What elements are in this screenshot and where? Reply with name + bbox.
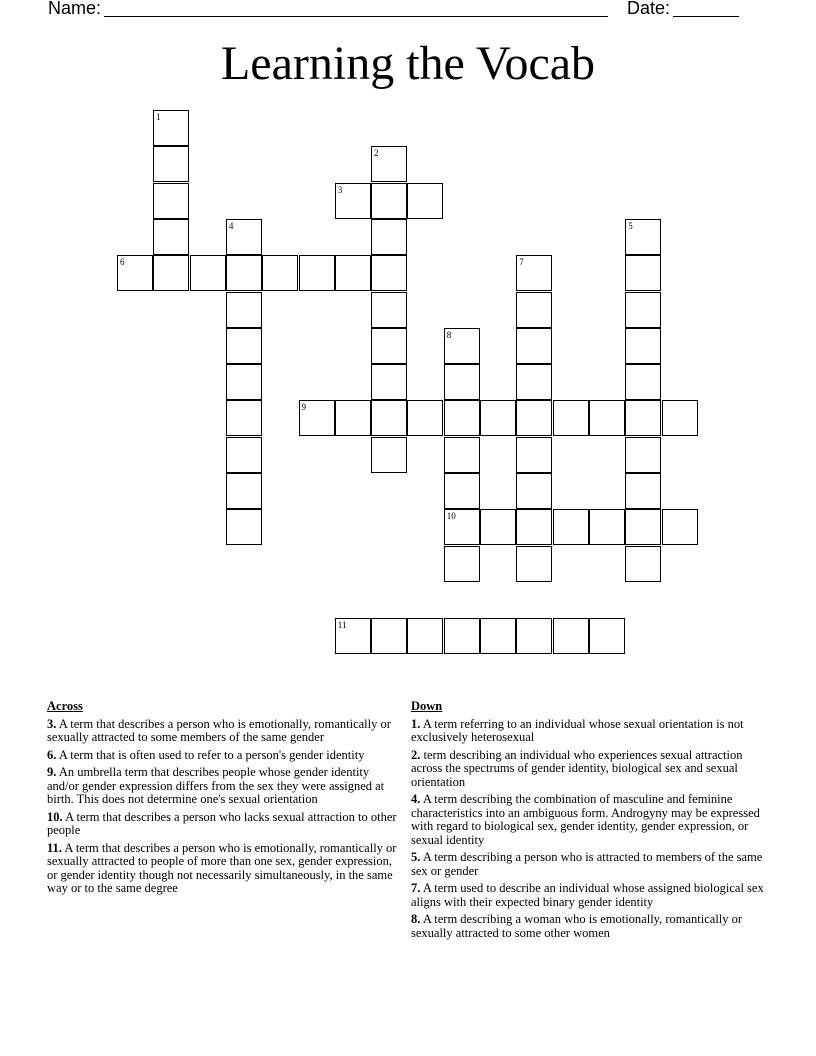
crossword-cell[interactable] <box>226 328 262 364</box>
crossword-cell[interactable] <box>480 618 516 654</box>
crossword-cell[interactable] <box>153 146 189 182</box>
crossword-cell[interactable] <box>371 219 407 255</box>
crossword-cell[interactable] <box>553 618 589 654</box>
clue-number: 9. <box>47 765 57 779</box>
clue-number: 8. <box>411 912 421 926</box>
clue-down-7 <box>411 882 766 909</box>
crossword-cell[interactable] <box>625 292 661 328</box>
crossword-cell[interactable] <box>371 400 407 436</box>
crossword-cell[interactable] <box>553 509 589 545</box>
clue-number: 4. <box>411 792 421 806</box>
clue-text: A term referring to an individual whose sexual orientation is not exclusively heterosexual <box>411 716 744 744</box>
name-label: Name: <box>48 0 102 18</box>
crossword-cell[interactable] <box>407 618 443 654</box>
crossword-cell[interactable] <box>226 400 262 436</box>
crossword-cell[interactable] <box>190 255 226 291</box>
clue-number: 6. <box>47 747 57 762</box>
crossword-cell[interactable] <box>371 364 407 400</box>
clue-number: 3. <box>47 716 57 731</box>
crossword-cell[interactable] <box>335 255 371 291</box>
crossword-cell[interactable] <box>335 183 371 219</box>
crossword-cell[interactable] <box>625 473 661 509</box>
down-clues <box>411 700 766 944</box>
crossword-cell[interactable] <box>117 255 153 291</box>
crossword-cell[interactable] <box>407 183 443 219</box>
crossword-cell[interactable] <box>371 618 407 654</box>
crossword-cell[interactable] <box>371 255 407 291</box>
crossword-cell[interactable] <box>226 255 262 291</box>
clue-down-1 <box>411 718 766 745</box>
clue-text: A term that describes a person who is emotionally, romantically or sexually attracted to people of more than one sex, gender expression, or gender identity though not necessarily simultaneously, in the same way or to the same degree <box>47 840 397 895</box>
clue-text: A term describing the combination of masculine and feminine characteristics into an ambiguous form. Androgyny may be expressed with regard to biological sex, gender identity, gender expression, or sexual identity <box>411 792 760 847</box>
clue-across-3 <box>47 718 397 745</box>
cell-number: 8 <box>446 329 452 340</box>
crossword-cell[interactable] <box>625 546 661 582</box>
crossword-cell[interactable] <box>153 255 189 291</box>
across-heading: Across <box>47 699 83 713</box>
crossword-cell[interactable] <box>516 328 552 364</box>
clue-down-8 <box>411 913 766 940</box>
crossword-cell[interactable] <box>371 328 407 364</box>
clue-number: 7. <box>411 881 421 895</box>
worksheet-header <box>0 0 816 22</box>
clue-across-10 <box>47 811 397 838</box>
clue-down-4 <box>411 793 766 847</box>
across-clues <box>47 700 397 900</box>
cell-number: 4 <box>228 220 234 231</box>
name-field[interactable] <box>104 16 608 17</box>
crossword-cell[interactable] <box>371 146 407 182</box>
crossword-cell[interactable] <box>662 400 698 436</box>
crossword-cell[interactable] <box>625 437 661 473</box>
crossword-cell[interactable] <box>516 255 552 291</box>
crossword-cell[interactable] <box>153 183 189 219</box>
crossword-cell[interactable] <box>444 437 480 473</box>
crossword-cell[interactable] <box>153 110 189 146</box>
date-field[interactable] <box>673 16 739 17</box>
clue-text: A term that describes a person who is emotionally, romantically or sexually attracted to some members of the same gender <box>47 716 391 744</box>
clue-across-6 <box>47 749 397 763</box>
crossword-cell[interactable] <box>662 509 698 545</box>
cell-number: 10 <box>446 511 456 522</box>
crossword-cell[interactable] <box>371 437 407 473</box>
cell-number: 7 <box>519 257 524 268</box>
crossword-cell[interactable] <box>153 219 189 255</box>
crossword-cell[interactable] <box>516 509 552 545</box>
crossword-cell[interactable] <box>516 618 552 654</box>
crossword-cell[interactable] <box>625 400 661 436</box>
crossword-cell[interactable] <box>444 364 480 400</box>
crossword-cell[interactable] <box>516 473 552 509</box>
crossword-cell[interactable] <box>625 509 661 545</box>
crossword-cell[interactable] <box>444 509 480 545</box>
crossword-cell[interactable] <box>625 255 661 291</box>
clue-text: A term describing a woman who is emotionally, romantically or sexually attracted to some other women <box>411 912 743 940</box>
crossword-cell[interactable] <box>480 400 516 436</box>
crossword-cell[interactable] <box>226 219 262 255</box>
crossword-cell[interactable] <box>516 292 552 328</box>
crossword-cell[interactable] <box>226 292 262 328</box>
cell-number: 1 <box>156 112 161 122</box>
crossword-cell[interactable] <box>226 473 262 509</box>
cell-number: 11 <box>337 620 347 631</box>
crossword-cell[interactable] <box>335 400 371 436</box>
clue-text: A term used to describe an individual whose assigned biological sex aligns with their expected binary gender identity <box>411 881 764 909</box>
crossword-cell[interactable] <box>226 509 262 545</box>
clue-number: 2. <box>411 747 421 762</box>
crossword-cell[interactable] <box>516 400 552 436</box>
clue-number: 10. <box>47 809 63 824</box>
cell-number: 5 <box>628 220 633 231</box>
crossword-cell[interactable] <box>444 546 480 582</box>
cell-number: 3 <box>337 184 343 195</box>
clue-number: 1. <box>411 716 421 731</box>
crossword-cell[interactable] <box>335 618 371 654</box>
clue-across-11 <box>47 842 397 896</box>
crossword-cell[interactable] <box>516 437 552 473</box>
clue-text: An umbrella term that describes people whose gender identity and/or gender expression differs from the sex they were assigned at birth. This does not determine one's sexual orientation <box>47 765 385 806</box>
crossword-cell[interactable] <box>444 400 480 436</box>
down-heading: Down <box>411 699 443 713</box>
crossword-cell[interactable] <box>516 546 552 582</box>
crossword-cell[interactable] <box>371 183 407 219</box>
crossword-cell[interactable] <box>625 328 661 364</box>
crossword-cell[interactable] <box>589 509 625 545</box>
crossword-cell[interactable] <box>226 364 262 400</box>
crossword-cell[interactable] <box>589 400 625 436</box>
crossword-cell[interactable] <box>516 364 552 400</box>
crossword-cell[interactable] <box>226 437 262 473</box>
clue-down-5 <box>411 851 766 878</box>
crossword-cell[interactable] <box>625 219 661 255</box>
crossword-cell[interactable] <box>407 400 443 436</box>
crossword-cell[interactable] <box>444 473 480 509</box>
crossword-cell[interactable] <box>299 400 335 436</box>
date-label: Date: <box>627 0 671 18</box>
cell-number: 2 <box>374 148 379 159</box>
crossword-cell[interactable] <box>625 364 661 400</box>
clue-across-9 <box>47 766 397 807</box>
cell-number: 6 <box>120 257 125 268</box>
clue-number: 11. <box>47 840 62 855</box>
cell-number: 9 <box>301 402 306 413</box>
clue-text: A term that is often used to refer to a person's gender identity <box>58 747 365 762</box>
crossword-cell[interactable] <box>299 255 335 291</box>
clue-number: 5. <box>411 850 421 864</box>
crossword-cell[interactable] <box>480 509 516 545</box>
page-title: Learning the Vocab <box>220 37 596 90</box>
clue-text: term describing an individual who experiences sexual attraction across the spectrums of gender identity, biological sex and sexual orientation <box>411 747 743 789</box>
crossword-cell[interactable] <box>553 400 589 436</box>
crossword-cell[interactable] <box>444 328 480 364</box>
clue-down-2 <box>411 749 766 790</box>
crossword-cell[interactable] <box>589 618 625 654</box>
crossword-cell[interactable] <box>371 292 407 328</box>
crossword-cell[interactable] <box>262 255 298 291</box>
clue-text: A term that describes a person who lacks sexual attraction to other people <box>47 809 397 837</box>
clue-text: A term describing a person who is attracted to members of the same sex or gender <box>411 850 763 878</box>
crossword-cell[interactable] <box>444 618 480 654</box>
